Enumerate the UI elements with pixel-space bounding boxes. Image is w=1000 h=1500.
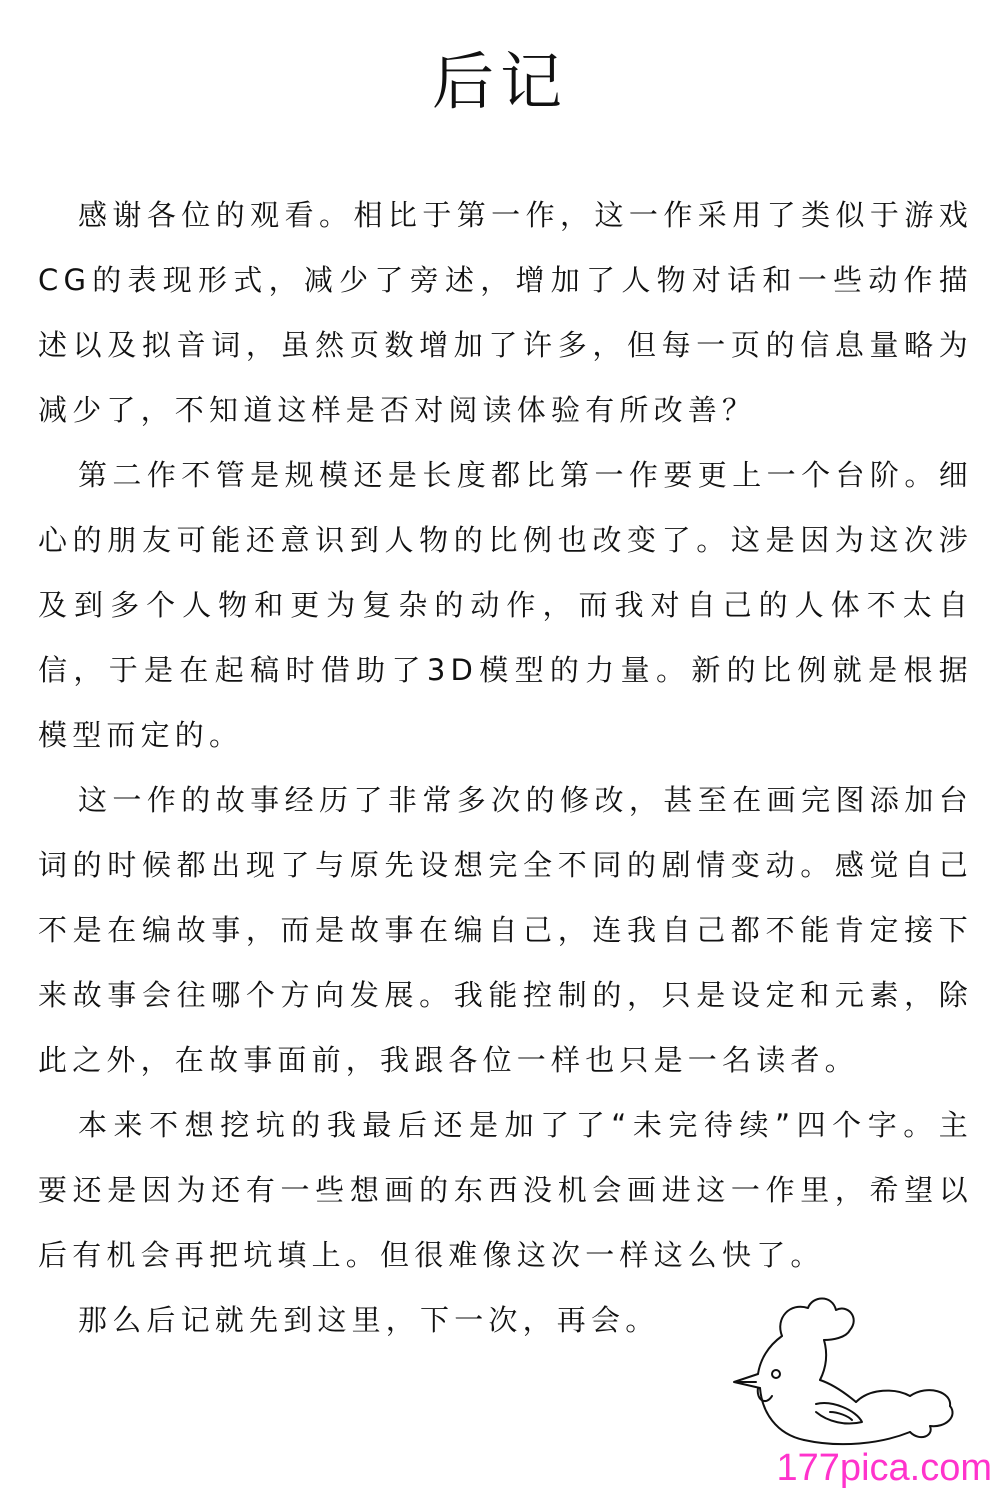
paragraph-2: 第二作不管是规模还是长度都比第一作要更上一个台阶。细心的朋友可能还意识到人物的比例也改变了。这是因为这次涉及到多个人物和更为复杂的动作，而我对自己的人体不太自信，于是在起稿时借助了3D模型的力量。新的比例就是根据模型而定的。: [38, 458, 973, 752]
chicken-sketch-icon: [720, 1288, 960, 1458]
paragraph-1: 感谢各位的观看。相比于第一作，这一作采用了类似于游戏CG的表现形式，减少了旁述，增加了人物对话和一些动作描述以及拟音词，虽然页数增加了许多，但每一页的信息量略为减少了，不知道这样是否对阅读体验有所改善？: [38, 198, 973, 427]
paragraph-4: 本来不想挖坑的我最后还是加了了“未完待续”四个字。主要还是因为还有一些想画的东西没机会画进这一作里，希望以后有机会再把坑填上。但很难像这次一样这么快了。: [38, 1108, 973, 1272]
afterword-body: [38, 183, 973, 1353]
paragraph-3: 这一作的故事经历了非常多次的修改，甚至在画完图添加台词的时候都出现了与原先设想完全不同的剧情变动。感觉自己不是在编故事，而是故事在编自己，连我自己都不能肯定接下来故事会往哪个方向发展。我能控制的，只是设定和元素，除此之外，在故事面前，我跟各位一样也只是一名读者。: [38, 783, 973, 1077]
paragraph-5: 那么后记就先到这里，下一次，再会。: [78, 1303, 660, 1337]
page-title: 后记: [431, 45, 568, 118]
watermark: 177pica.com: [776, 1447, 992, 1489]
